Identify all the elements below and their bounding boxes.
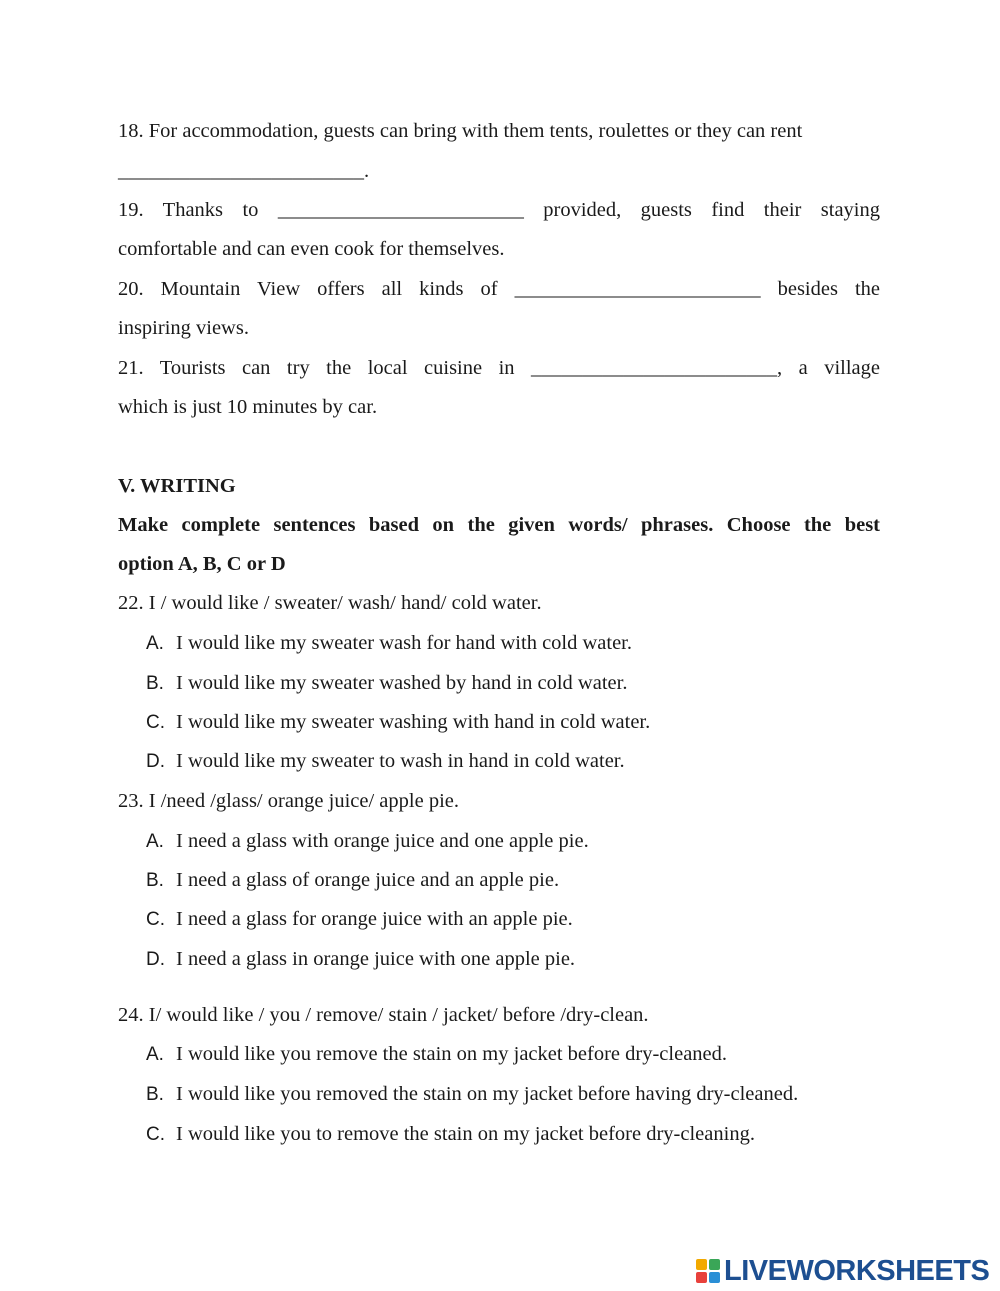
question-19-line-2: comfortable and can even cook for themselves. <box>118 238 505 260</box>
question-22-option-a[interactable] <box>146 629 886 658</box>
logo-square <box>709 1272 720 1283</box>
option-letter: A. <box>146 1044 164 1065</box>
logo-square <box>709 1259 720 1270</box>
option-letter: A. <box>146 633 164 654</box>
option-letter: C. <box>146 909 165 930</box>
liveworksheets-brand[interactable] <box>696 1254 989 1288</box>
question-18-blank[interactable]: ________________________. <box>118 160 370 182</box>
option-letter: B. <box>146 1084 164 1105</box>
option-text: I would like my sweater washed by hand in cold water. <box>176 672 628 694</box>
option-text: I would like you removed the stain on my jacket before having dry-cleaned. <box>176 1083 799 1105</box>
brand-text: LIVEWORKSHEETS <box>724 1254 990 1287</box>
option-text: I would like my sweater to wash in hand in cold water. <box>176 750 625 772</box>
option-letter: B. <box>146 673 164 694</box>
option-text: I would like my sweater wash for hand with cold water. <box>176 632 633 654</box>
liveworksheets-logo-icon <box>696 1259 720 1283</box>
option-text: I would like you to remove the stain on my jacket before dry-cleaning. <box>176 1123 755 1145</box>
option-text: I need a glass in orange juice with one apple pie. <box>176 948 576 970</box>
question-24-option-b[interactable] <box>146 1080 886 1109</box>
option-letter: C. <box>146 1124 165 1145</box>
option-letter: D. <box>146 949 165 970</box>
question-24-option-c[interactable] <box>146 1120 886 1149</box>
question-24-prompt: 24. I/ would like / you / remove/ stain / jacket/ before /dry-clean. <box>118 1004 649 1026</box>
question-22-option-b[interactable] <box>146 669 886 698</box>
question-20-line-1: 20. Mountain View offers all kinds of ________________________ besides the <box>118 278 880 300</box>
option-text: I need a glass for orange juice with an apple pie. <box>176 908 573 930</box>
question-23-option-d[interactable] <box>146 945 886 974</box>
logo-square <box>696 1259 707 1270</box>
question-19-line-1: 19. Thanks to ________________________ provided, guests find their staying <box>118 199 880 221</box>
option-text: I would like you remove the stain on my jacket before dry-cleaned. <box>176 1043 728 1065</box>
question-22-option-c[interactable] <box>146 708 886 737</box>
question-22-prompt: 22. I / would like / sweater/ wash/ hand/ cold water. <box>118 592 542 614</box>
option-text: I need a glass with orange juice and one apple pie. <box>176 830 589 852</box>
question-23-option-a[interactable] <box>146 827 886 856</box>
question-20-line-2: inspiring views. <box>118 317 249 339</box>
question-23-option-b[interactable] <box>146 866 886 895</box>
logo-square <box>696 1272 707 1283</box>
option-letter: A. <box>146 831 164 852</box>
question-22-option-d[interactable] <box>146 747 886 776</box>
question-21-line-1: 21. Tourists can try the local cuisine in ________________________, a village <box>118 357 880 379</box>
question-23-prompt: 23. I /need /glass/ orange juice/ apple pie. <box>118 790 459 812</box>
section-heading: V. WRITING <box>118 475 236 497</box>
option-text: I need a glass of orange juice and an apple pie. <box>176 869 560 891</box>
instruction-line-1: Make complete sentences based on the given words/ phrases. Choose the best <box>118 514 880 536</box>
question-24-option-a[interactable] <box>146 1040 886 1069</box>
question-23-option-c[interactable] <box>146 905 886 934</box>
instruction-line-2: option A, B, C or D <box>118 553 286 575</box>
question-21-line-2: which is just 10 minutes by car. <box>118 396 378 418</box>
option-letter: B. <box>146 870 164 891</box>
question-18-line-1: 18. For accommodation, guests can bring with them tents, roulettes or they can rent <box>118 120 803 142</box>
option-letter: D. <box>146 751 165 772</box>
option-text: I would like my sweater washing with hand in cold water. <box>176 711 651 733</box>
option-letter: C. <box>146 712 165 733</box>
